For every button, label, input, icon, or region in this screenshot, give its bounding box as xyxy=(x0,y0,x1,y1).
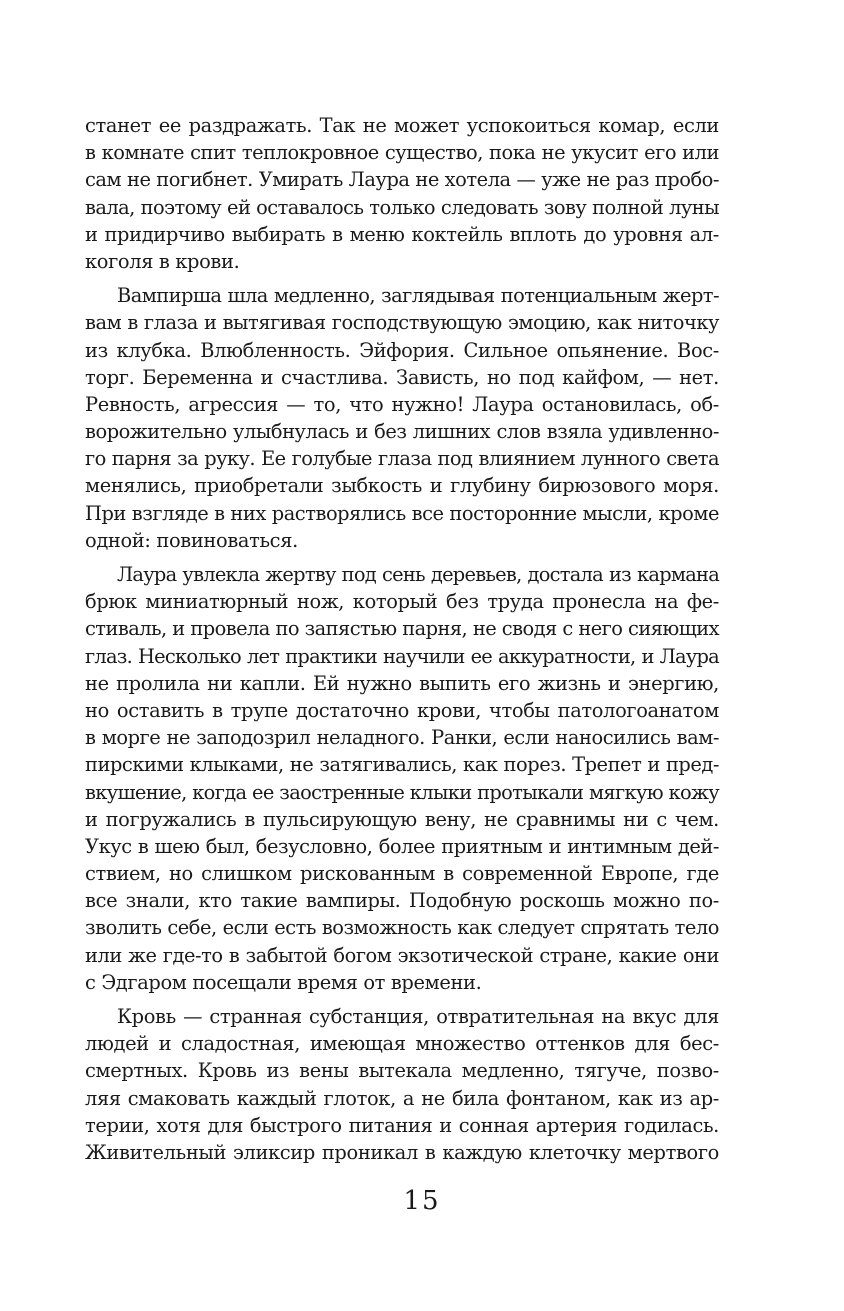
text-line: с Эдгаром посещали время от времени. xyxy=(85,970,482,994)
text-line: Ревность, агрессия — то, что нужно! Лаура остановилась, об- xyxy=(85,392,719,416)
text-line: Лаура увлекла жертву под сень деревьев, достала из кармана xyxy=(117,563,719,586)
text-line: менялись, приобретали зыбкость и глубину бирюзового моря. xyxy=(85,474,719,498)
text-line: коголя в крови. xyxy=(85,249,240,273)
text-line: ствием, но слишком рискованным в современной Европе, где xyxy=(85,862,719,886)
paragraph xyxy=(85,282,719,554)
text-line: сам не погибнет. Умирать Лаура не хотела — уже не раз пробо- xyxy=(85,168,719,192)
text-line: пирскими клыками, не затягивались, как порез. Трепет и пред- xyxy=(85,753,719,777)
text-line: и придирчиво выбирать в меню коктейль вплоть до уровня ал- xyxy=(85,222,719,246)
text-line: в морге не заподозрил неладного. Ранки, если наносились вам- xyxy=(85,726,719,750)
text-line: людей и сладостная, имеющая множество оттенков для бес- xyxy=(85,1032,719,1056)
text-line: станет ее раздражать. Так не может успокоиться комар, если xyxy=(85,114,719,137)
text-line: го парня за руку. Ее голубые глаза под влиянием лунного света xyxy=(85,447,719,471)
text-line: Вампирша шла медленно, заглядывая потенциальным жерт- xyxy=(117,284,719,308)
text-line: все знали, кто такие вампиры. Подобную роскошь можно по- xyxy=(85,889,719,913)
text-line: вала, поэтому ей оставалось только следовать зову полной луны xyxy=(85,195,719,219)
text-line: вкушение, когда ее заостренные клыки протыкали мягкую кожу xyxy=(85,780,719,804)
text-line: ворожительно улыбнулась и без лишних слов взяла удивленно- xyxy=(85,420,719,444)
book-page-body xyxy=(85,112,719,1166)
text-line: в комнате спит теплокровное существо, пока не укусит его или xyxy=(85,141,719,165)
text-line: одной: повиноваться. xyxy=(85,528,298,552)
text-line: из клубка. Влюбленность. Эйфория. Сильное опьянение. Вос- xyxy=(85,338,719,362)
paragraph xyxy=(85,1003,719,1166)
text-line: брюк миниатюрный нож, который без труда пронесла на фе- xyxy=(85,590,719,614)
text-line: стиваль, и провела по запястью парня, не сводя с него сияющих xyxy=(85,617,719,641)
text-line: Живительный эликсир проникал в каждую клеточку мертвого xyxy=(85,1140,719,1164)
text-line: смертных. Кровь из вены вытекала медленно, тягуче, позво- xyxy=(85,1059,719,1083)
text-line: не пролила ни капли. Ей нужно выпить его жизнь и энергию, xyxy=(85,671,719,695)
page-number: 15 xyxy=(403,1186,441,1216)
text-line: или же где-то в забытой богом экзотической стране, какие они xyxy=(85,943,719,967)
text-line: но оставить в трупе достаточно крови, чтобы патологоанатом xyxy=(85,698,719,722)
text-line: вам в глаза и вытягивая господствующую эмоцию, как ниточку xyxy=(85,311,719,335)
paragraph xyxy=(85,112,719,275)
text-line: зволить себе, если есть возможность как следует спрятать тело xyxy=(85,916,719,940)
text-line: ляя смаковать каждый глоток, а не била фонтаном, как из ар- xyxy=(85,1086,719,1110)
text-line: глаз. Несколько лет практики научили ее аккуратности, и Лаура xyxy=(85,644,719,668)
text-line: Кровь — странная субстанция, отвратительная на вкус для xyxy=(117,1005,719,1028)
text-line: Укус в шею был, безусловно, более приятным и интимным дей- xyxy=(85,834,719,858)
text-line: и погружались в пульсирующую вену, не сравнимы ни с чем. xyxy=(85,807,719,831)
text-line: При взгляде в них растворялись все посторонние мысли, кроме xyxy=(85,501,719,525)
paragraph xyxy=(85,561,719,996)
text-line: терии, хотя для быстрого питания и сонная артерия годилась. xyxy=(85,1113,719,1137)
text-line: торг. Беременна и счастлива. Зависть, но под кайфом, — нет. xyxy=(85,365,719,389)
